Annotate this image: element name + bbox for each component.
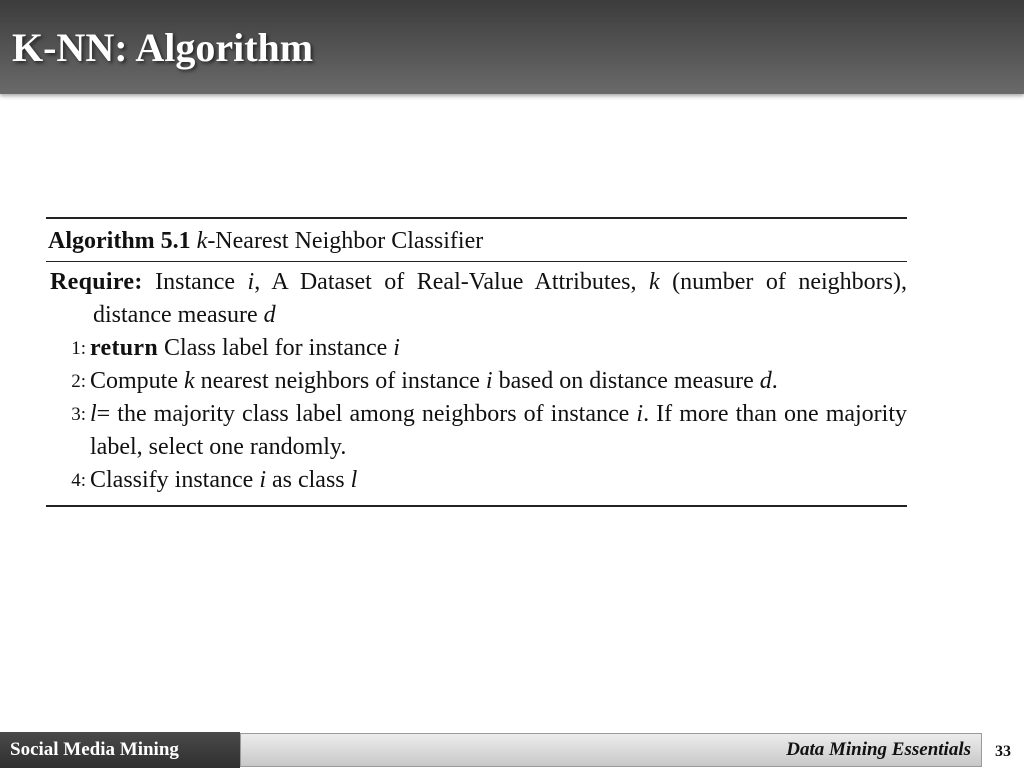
algorithm-header	[46, 219, 907, 261]
step-2-var-c: d	[759, 368, 772, 394]
require-text-a: Instance	[155, 269, 248, 295]
step-2-text-b: nearest neighbors of instance	[194, 368, 486, 394]
return-keyword: return	[90, 335, 159, 361]
step-4-text-b: as class	[265, 467, 351, 493]
require-var-i: i	[247, 269, 255, 295]
title-bar	[0, 0, 1024, 94]
step-2-text-a: Compute	[90, 368, 184, 394]
step-4-text-a: Classify instance	[90, 467, 260, 493]
step-4-var-a: i	[259, 467, 266, 493]
step-2	[46, 365, 907, 398]
step-2-text-c: based on distance measure	[492, 368, 760, 394]
step-text	[90, 332, 907, 365]
step-3-var-a: l	[90, 401, 97, 427]
step-1-text: Class label for instance	[158, 335, 394, 361]
step-3	[46, 398, 907, 464]
algorithm-name: -Nearest Neighbor Classifier	[207, 228, 484, 254]
require-var-k: k	[648, 269, 660, 295]
step-2-text-d: .	[771, 368, 778, 394]
step-3-text-a: = the majority class label among neighbors of instance	[96, 401, 637, 427]
step-number: 1:	[71, 338, 86, 359]
algorithm-box	[46, 217, 907, 507]
footer-course-title: Social Media Mining	[0, 732, 240, 768]
step-2-var-b: i	[485, 368, 493, 394]
step-number: 4:	[71, 470, 86, 491]
step-text	[90, 398, 907, 464]
footer	[0, 732, 1024, 768]
footer-center-bar	[240, 733, 982, 767]
page-number: 33	[995, 743, 1011, 760]
require-keyword: Require:	[50, 269, 143, 295]
step-1	[46, 332, 907, 365]
require-text-b: , A Dataset of Real-Value Attributes,	[254, 269, 649, 295]
step-3-var-b: i	[636, 401, 644, 427]
require-var-d: d	[263, 302, 276, 328]
footer-chapter-title: Data Mining Essentials	[786, 739, 971, 760]
require-line	[46, 266, 907, 332]
algorithm-label: Algorithm 5.1	[48, 228, 191, 254]
step-number: 2:	[71, 371, 86, 392]
require-text-c: (number of neighbors), distance measure	[93, 269, 908, 328]
step-text	[90, 464, 907, 497]
step-text	[90, 365, 907, 398]
step-4	[46, 464, 907, 497]
algorithm-name-var: k	[196, 228, 208, 254]
algorithm-body	[46, 262, 907, 505]
step-2-var-a: k	[184, 368, 195, 394]
step-4-var-b: l	[350, 467, 358, 493]
bottom-rule	[46, 505, 907, 507]
step-3-text-b: . If more than one majority label, select one randomly.	[90, 401, 908, 460]
step-1-var: i	[393, 335, 400, 361]
step-number: 3:	[71, 404, 86, 425]
slide-title: K-NN: Algorithm	[12, 25, 314, 70]
